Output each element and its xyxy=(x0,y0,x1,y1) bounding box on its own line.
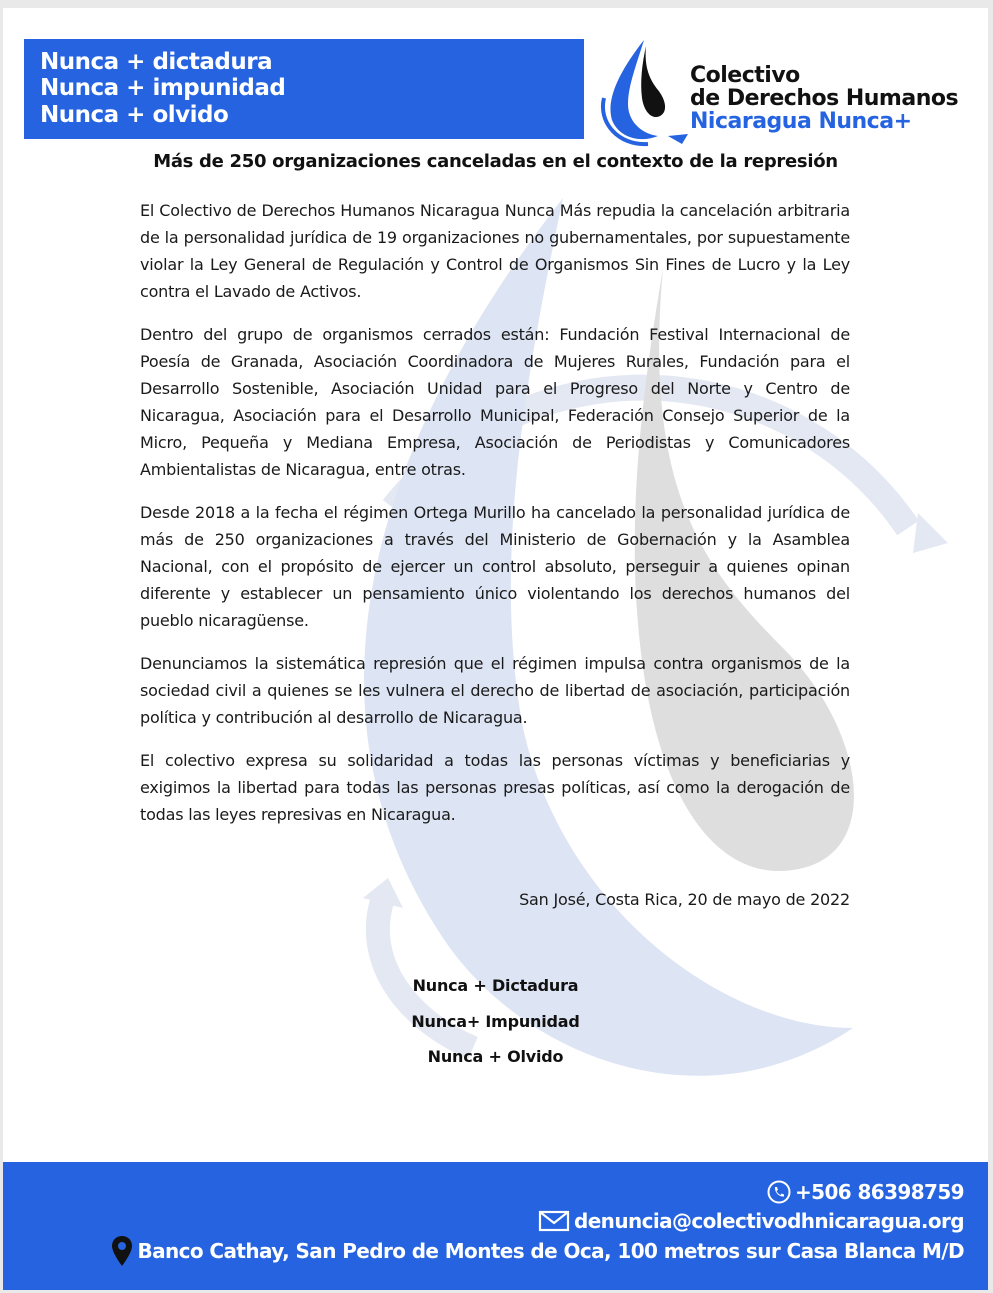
map-pin-icon xyxy=(111,1235,133,1267)
phone-icon xyxy=(767,1180,791,1204)
paragraph: El colectivo expresa su solidaridad a todas las personas víctimas y beneficiarias y exigimos la libertad para todas las personas presas políticas, así como la derogación de todas las leyes represivas en Nicaragua. xyxy=(140,751,850,824)
document-page xyxy=(3,8,988,1290)
org-name-line: de Derechos Humanos xyxy=(690,86,959,111)
slogan-line: Nunca + impunidad xyxy=(40,75,286,101)
address: Banco Cathay, San Pedro de Montes de Oca, 100 metros sur Casa Blanca M/D xyxy=(137,1239,964,1263)
org-name-line: Colectivo xyxy=(690,63,800,88)
email-address: denuncia@colectivodhnicaragua.org xyxy=(574,1209,964,1233)
closing-line: Nunca+ Impunidad xyxy=(411,1011,580,1031)
closing-line: Nunca + Dictadura xyxy=(412,976,579,995)
paragraph: El Colectivo de Derechos Humanos Nicaragua Nunca Más repudia la cancelación arbitraria de la personalidad jurídica de 19 organizaciones no gubernamentales, por supuestamente violar la Ley General de Regulación y Control de Organismos Sin Fines de Lucro y la Ley contra el Lavado de Activos. xyxy=(140,201,850,301)
slogan-banner xyxy=(24,39,584,139)
slogan-line: Nunca + olvido xyxy=(40,102,229,128)
contact-footer xyxy=(3,1162,988,1290)
paragraph: Dentro del grupo de organismos cerrados están: Fundación Festival Internacional de Poesía de Granada, Asociación Coordinadora de Mujeres Rurales, Fundación para el Desarrollo Sostenible, Asociación Unidad para el Progreso del Norte y Centro de Nicaragua, Asociación para el Desarrollo Municipal, Federación Consejo Superior de la Micro, Pequeña y Mediana Empresa, Asociación de Periodistas y Comunicadores Ambientalistas de Nicaragua, entre otras. xyxy=(140,325,850,479)
closing-slogans xyxy=(3,974,988,1081)
drop-logo-icon xyxy=(598,38,690,148)
paragraph: Denunciamos la sistemática represión que el régimen impulsa contra organismos de la sociedad civil a quienes se les vulnera el derecho de libertad de asociación, participación política y contribución al desarrollo de Nicaragua. xyxy=(140,654,850,727)
place-date: San José, Costa Rica, 20 de mayo de 2022 xyxy=(519,890,850,909)
org-name-line: Nicaragua Nunca+ xyxy=(690,109,912,134)
phone-number: +506 86398759 xyxy=(795,1180,964,1204)
document-body xyxy=(140,197,850,844)
mail-icon xyxy=(538,1210,570,1232)
email-row xyxy=(538,1209,964,1233)
closing-line: Nunca + Olvido xyxy=(427,1047,564,1066)
phone-row xyxy=(767,1180,964,1204)
slogan-line: Nunca + dictadura xyxy=(40,49,273,75)
document-title: Más de 250 organizaciones canceladas en el contexto de la represión xyxy=(153,151,838,172)
paragraph: Desde 2018 a la fecha el régimen Ortega Murillo ha cancelado la personalidad jurídica de más de 250 organizaciones a través del Ministerio de Gobernación y la Asamblea Nacional, con el propósito de ejercer un control absoluto, perseguir a quienes opinan diferente y establecer un pensamiento único violentando los derechos humanos del pueblo nicaragüense. xyxy=(140,503,850,630)
org-logo xyxy=(598,38,978,148)
address-row xyxy=(111,1235,964,1267)
